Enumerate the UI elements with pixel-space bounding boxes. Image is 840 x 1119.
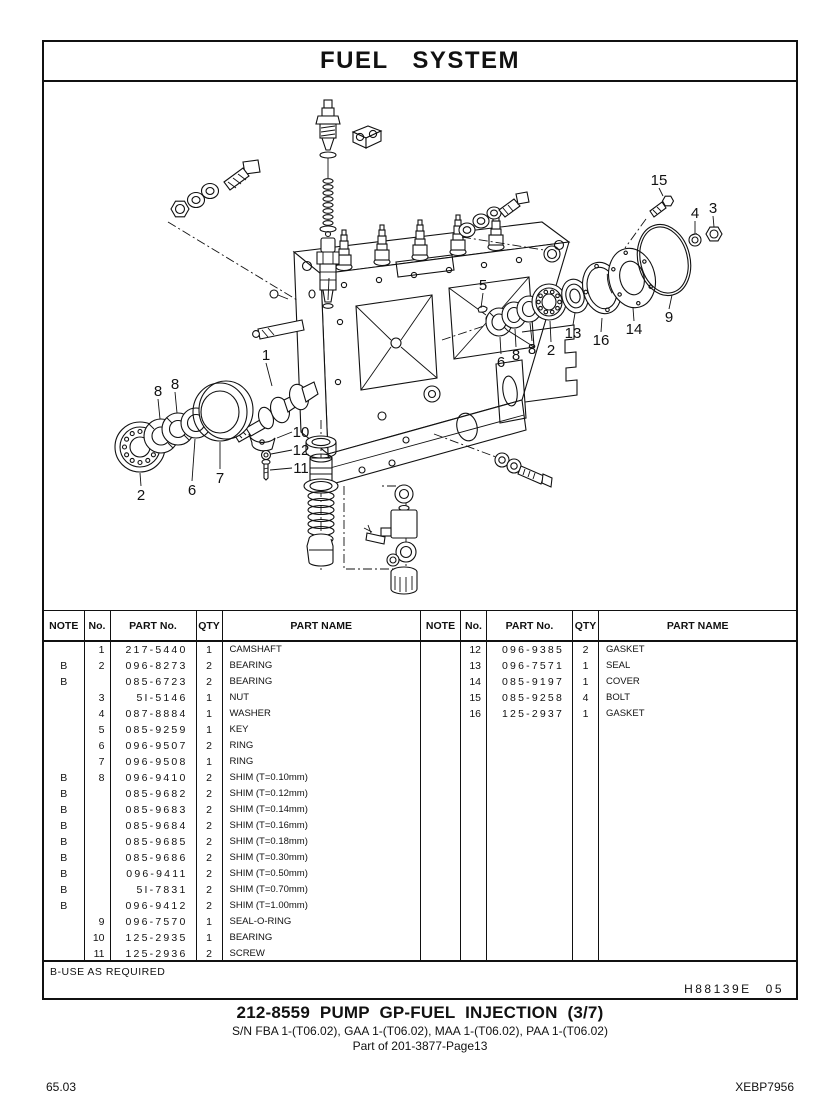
cell-part-no: 085-9684 <box>110 818 196 834</box>
cell-qty <box>573 722 599 738</box>
cell-item-no <box>461 898 487 914</box>
parts-table-section <box>44 610 796 960</box>
col-header-part-no: PART No. <box>487 611 573 641</box>
cell-part-no: 085-9258 <box>487 690 573 706</box>
cell-item-no: 4 <box>84 706 110 722</box>
cell-note <box>421 930 461 946</box>
cell-note <box>421 786 461 802</box>
cell-item-no: 14 <box>461 674 487 690</box>
col-header-no: No. <box>84 611 110 641</box>
table-row-empty <box>421 754 797 770</box>
cell-part-no: 087-8884 <box>110 706 196 722</box>
table-row-empty <box>421 914 797 930</box>
table-row <box>44 914 420 930</box>
table-row <box>44 690 420 706</box>
table-row <box>421 690 797 706</box>
cell-qty: 1 <box>196 690 222 706</box>
table-row-empty <box>421 722 797 738</box>
part-callout: 7 <box>215 470 225 487</box>
table-row <box>44 754 420 770</box>
serial-number-line: S/N FBA 1-(T06.02), GAA 1-(T06.02), MAA 1-(T06.02), PAA 1-(T06.02) <box>232 1024 608 1038</box>
banjo-fitting <box>353 126 381 148</box>
cell-qty: 2 <box>196 946 222 962</box>
lock-washer-12 <box>262 451 271 460</box>
key-5 <box>478 306 487 312</box>
cell-note <box>44 754 84 770</box>
cell-item-no <box>84 898 110 914</box>
table-row-empty <box>421 802 797 818</box>
cell-part-name: NUT <box>222 690 420 706</box>
cell-note <box>44 930 84 946</box>
cell-part-name <box>599 754 797 770</box>
cell-item-no <box>461 866 487 882</box>
cell-item-no: 2 <box>84 658 110 674</box>
part-callout: 5 <box>478 277 488 294</box>
cell-item-no <box>84 818 110 834</box>
cell-item-no <box>461 770 487 786</box>
cell-item-no <box>461 754 487 770</box>
cell-part-name: COVER <box>599 674 797 690</box>
cell-qty <box>573 770 599 786</box>
cell-part-name: WASHER <box>222 706 420 722</box>
cell-part-name: RING <box>222 754 420 770</box>
cell-qty <box>573 802 599 818</box>
part-callout: 10 <box>292 424 310 441</box>
cell-item-no <box>84 866 110 882</box>
cell-part-no <box>487 738 573 754</box>
figure-code <box>684 982 784 996</box>
cell-part-no <box>487 850 573 866</box>
cell-part-no: 085-9259 <box>110 722 196 738</box>
cell-note <box>421 802 461 818</box>
cell-part-no <box>487 722 573 738</box>
cell-part-no: 096-9411 <box>110 866 196 882</box>
cell-note <box>421 770 461 786</box>
cell-part-no: 085-9682 <box>110 786 196 802</box>
cell-item-no <box>461 738 487 754</box>
cell-qty <box>573 850 599 866</box>
cell-part-no: 096-9508 <box>110 754 196 770</box>
cell-part-no <box>487 930 573 946</box>
table-row-empty <box>421 770 797 786</box>
table-row <box>44 930 420 946</box>
cell-part-no <box>487 802 573 818</box>
cell-item-no <box>84 882 110 898</box>
cell-part-no: 085-9683 <box>110 802 196 818</box>
cell-part-name: SHIM (T=0.14mm) <box>222 802 420 818</box>
part-callout: 11 <box>293 460 309 477</box>
cell-qty: 1 <box>196 754 222 770</box>
cell-part-no <box>487 818 573 834</box>
cell-note <box>421 674 461 690</box>
cell-part-no: 217-5440 <box>110 641 196 658</box>
col-header-part-no: PART No. <box>110 611 196 641</box>
part-of-line: Part of 201-3877-Page13 <box>352 1039 488 1053</box>
cell-item-no: 8 <box>84 770 110 786</box>
cell-item-no <box>84 802 110 818</box>
cell-note <box>421 690 461 706</box>
table-row-empty <box>421 834 797 850</box>
cell-qty: 1 <box>196 706 222 722</box>
cell-note <box>421 738 461 754</box>
cell-part-no: 096-8273 <box>110 658 196 674</box>
table-row <box>44 882 420 898</box>
cell-item-no <box>84 834 110 850</box>
cell-note <box>421 850 461 866</box>
cell-part-name: SEAL-O-RING <box>222 914 420 930</box>
col-header-note: NOTE <box>44 611 84 641</box>
cell-item-no <box>84 674 110 690</box>
cell-qty: 2 <box>196 850 222 866</box>
cell-note <box>44 914 84 930</box>
cell-part-name: SEAL <box>599 658 797 674</box>
cell-qty <box>573 818 599 834</box>
bolt-15 <box>625 196 674 248</box>
cell-qty <box>573 882 599 898</box>
cell-part-name: BEARING <box>222 674 420 690</box>
cell-qty: 1 <box>573 706 599 722</box>
cell-qty <box>573 866 599 882</box>
part-callout: 9 <box>664 309 674 326</box>
cell-note <box>421 641 461 658</box>
cell-part-no: 125-2937 <box>487 706 573 722</box>
table-footnote-row <box>44 960 796 1001</box>
page-number: 65.03 <box>46 1080 77 1094</box>
cell-note: B <box>44 802 84 818</box>
cell-part-no: 096-9410 <box>110 770 196 786</box>
cell-item-no: 5 <box>84 722 110 738</box>
cell-part-name <box>599 930 797 946</box>
header-row <box>421 611 797 641</box>
table-row <box>421 658 797 674</box>
cell-part-no <box>487 786 573 802</box>
cell-qty: 1 <box>196 930 222 946</box>
cell-note <box>421 658 461 674</box>
cell-part-name: BEARING <box>222 930 420 946</box>
exploded-diagram <box>44 82 796 610</box>
cell-part-no: 5I-5146 <box>110 690 196 706</box>
table-row <box>44 674 420 690</box>
cell-qty: 2 <box>573 641 599 658</box>
part-callout: 8 <box>170 376 180 393</box>
cell-note <box>44 722 84 738</box>
cell-part-name <box>599 834 797 850</box>
cell-qty <box>573 930 599 946</box>
bearing-half-shell <box>249 434 275 451</box>
part-callout: 13 <box>564 325 582 342</box>
part-callout: 15 <box>650 172 668 189</box>
bearing-shim-stack-left <box>115 381 253 472</box>
cell-part-no: 5I-7831 <box>110 882 196 898</box>
table-row-empty <box>421 786 797 802</box>
cell-note: B <box>44 818 84 834</box>
cell-note: B <box>44 770 84 786</box>
cell-part-name: CAMSHAFT <box>222 641 420 658</box>
cell-qty: 2 <box>196 674 222 690</box>
cell-item-no <box>461 786 487 802</box>
cell-part-no <box>487 834 573 850</box>
content-frame <box>42 40 798 1000</box>
cell-qty <box>573 914 599 930</box>
cell-note <box>44 738 84 754</box>
col-header-qty: QTY <box>573 611 599 641</box>
cell-qty: 2 <box>196 658 222 674</box>
cell-item-no <box>461 930 487 946</box>
cell-qty <box>573 738 599 754</box>
cell-qty: 4 <box>573 690 599 706</box>
cell-part-name <box>599 818 797 834</box>
part-callout: 14 <box>625 321 643 338</box>
cell-item-no <box>461 722 487 738</box>
part-callout: 3 <box>708 200 718 217</box>
table-row <box>44 738 420 754</box>
cell-part-no: 096-9412 <box>110 898 196 914</box>
cell-part-name <box>599 914 797 930</box>
cell-qty: 1 <box>196 722 222 738</box>
part-callout: 6 <box>187 482 197 499</box>
parts-table-right <box>420 611 797 962</box>
cell-qty: 1 <box>196 914 222 930</box>
cell-note <box>44 706 84 722</box>
cell-note <box>421 818 461 834</box>
table-row <box>44 641 420 658</box>
cell-part-name: SHIM (T=0.50mm) <box>222 866 420 882</box>
table-row <box>44 706 420 722</box>
cell-part-name: SHIM (T=0.30mm) <box>222 850 420 866</box>
cell-part-name: GASKET <box>599 641 797 658</box>
col-header-name: PART NAME <box>222 611 420 641</box>
table-row <box>44 898 420 914</box>
cell-part-name <box>599 802 797 818</box>
cell-part-name: SHIM (T=1.00mm) <box>222 898 420 914</box>
cell-note <box>421 882 461 898</box>
cell-note: B <box>44 882 84 898</box>
cell-qty: 2 <box>196 770 222 786</box>
cell-item-no <box>461 818 487 834</box>
table-row <box>44 866 420 882</box>
cell-note: B <box>44 786 84 802</box>
table-row-empty <box>421 930 797 946</box>
nut-3 <box>706 227 722 241</box>
cell-note <box>421 866 461 882</box>
part-callout: 16 <box>592 332 610 349</box>
table-row <box>44 658 420 674</box>
table-row-empty <box>421 738 797 754</box>
header-row <box>44 611 420 641</box>
cell-qty: 2 <box>196 818 222 834</box>
cell-part-no: 085-9685 <box>110 834 196 850</box>
cell-qty: 2 <box>196 866 222 882</box>
cell-qty <box>573 834 599 850</box>
cell-note: B <box>44 674 84 690</box>
cell-qty: 2 <box>196 786 222 802</box>
table-row <box>44 770 420 786</box>
cell-part-no <box>487 770 573 786</box>
cell-item-no <box>461 914 487 930</box>
cell-qty: 2 <box>196 882 222 898</box>
col-header-name: PART NAME <box>599 611 797 641</box>
part-callout: 8 <box>153 383 163 400</box>
cell-qty: 1 <box>196 641 222 658</box>
table-row <box>421 706 797 722</box>
bolt-washer-assembly-left <box>168 160 297 300</box>
cell-note <box>421 706 461 722</box>
cell-part-name: SHIM (T=0.16mm) <box>222 818 420 834</box>
cell-qty: 2 <box>196 834 222 850</box>
cell-part-name <box>599 866 797 882</box>
table-row <box>421 641 797 658</box>
cell-part-no <box>487 866 573 882</box>
table-row <box>44 722 420 738</box>
cell-item-no: 10 <box>84 930 110 946</box>
cell-part-name <box>599 770 797 786</box>
cell-item-no: 1 <box>84 641 110 658</box>
cell-part-no: 085-6723 <box>110 674 196 690</box>
cell-note: B <box>44 834 84 850</box>
cell-part-no: 125-2935 <box>110 930 196 946</box>
cell-item-no: 12 <box>461 641 487 658</box>
cell-item-no: 7 <box>84 754 110 770</box>
table-row <box>44 802 420 818</box>
parts-table-left <box>44 611 420 962</box>
cell-part-name <box>599 738 797 754</box>
cell-part-no <box>487 898 573 914</box>
cell-qty: 2 <box>196 738 222 754</box>
cell-part-no: 096-7571 <box>487 658 573 674</box>
cell-note <box>421 754 461 770</box>
part-callout: 8 <box>511 347 521 364</box>
cell-part-name: SHIM (T=0.18mm) <box>222 834 420 850</box>
cell-item-no: 6 <box>84 738 110 754</box>
cell-part-no: 096-9507 <box>110 738 196 754</box>
cell-item-no: 13 <box>461 658 487 674</box>
cell-item-no <box>84 786 110 802</box>
col-header-note: NOTE <box>421 611 461 641</box>
cell-part-name: KEY <box>222 722 420 738</box>
cell-qty <box>573 898 599 914</box>
table-row-empty <box>421 866 797 882</box>
cell-part-no <box>487 754 573 770</box>
cell-part-name: BOLT <box>599 690 797 706</box>
table-row <box>421 674 797 690</box>
cell-qty: 2 <box>196 898 222 914</box>
cell-part-name: GASKET <box>599 706 797 722</box>
use-as-required-note: B-USE AS REQUIRED <box>50 966 166 978</box>
cell-part-no: 085-9686 <box>110 850 196 866</box>
cell-note: B <box>44 658 84 674</box>
cell-part-no: 125-2936 <box>110 946 196 962</box>
cell-part-no <box>487 914 573 930</box>
washer-4 <box>689 234 701 247</box>
table-row-empty <box>421 898 797 914</box>
part-callout: 8 <box>527 341 537 358</box>
cell-qty: 2 <box>196 802 222 818</box>
screw-11 <box>262 460 270 480</box>
part-callout: 2 <box>546 342 556 359</box>
table-row-empty <box>421 882 797 898</box>
cell-part-name: SHIM (T=0.12mm) <box>222 786 420 802</box>
cell-note <box>421 834 461 850</box>
col-header-no: No. <box>461 611 487 641</box>
cell-note <box>421 898 461 914</box>
cell-item-no <box>461 802 487 818</box>
cell-item-no: 16 <box>461 706 487 722</box>
page-title: FUEL SYSTEM <box>44 42 796 82</box>
cell-part-name: SCREW <box>222 946 420 962</box>
part-callout: 4 <box>690 205 700 222</box>
cell-item-no <box>461 882 487 898</box>
cell-part-no: 096-9385 <box>487 641 573 658</box>
part-callout: 12 <box>292 442 310 459</box>
cell-note <box>44 641 84 658</box>
cell-part-name <box>599 882 797 898</box>
cell-note: B <box>44 898 84 914</box>
cell-item-no: 15 <box>461 690 487 706</box>
part-callout: 2 <box>136 487 146 504</box>
cell-part-name <box>599 786 797 802</box>
table-row <box>44 834 420 850</box>
delivery-valve-assembly <box>344 485 417 594</box>
cell-note: B <box>44 866 84 882</box>
cell-note <box>421 722 461 738</box>
cell-part-name <box>599 850 797 866</box>
table-row-empty <box>421 850 797 866</box>
cell-note <box>421 914 461 930</box>
page-caption <box>0 1003 840 1053</box>
cell-qty <box>573 786 599 802</box>
cell-qty: 1 <box>573 674 599 690</box>
cell-part-name: BEARING <box>222 658 420 674</box>
assembly-title: 212-8559 PUMP GP-FUEL INJECTION (3/7) <box>236 1003 604 1022</box>
figure-sheet-number: 05 <box>765 982 784 996</box>
cell-part-name <box>599 898 797 914</box>
cell-part-no: 096-7570 <box>110 914 196 930</box>
cell-item-no <box>461 834 487 850</box>
part-callout: 1 <box>261 347 271 364</box>
cell-qty <box>573 754 599 770</box>
cell-item-no: 11 <box>84 946 110 962</box>
cell-note: B <box>44 850 84 866</box>
cell-item-no: 3 <box>84 690 110 706</box>
cell-part-name <box>599 722 797 738</box>
cell-part-name: SHIM (T=0.70mm) <box>222 882 420 898</box>
table-row <box>44 850 420 866</box>
cell-note <box>44 690 84 706</box>
table-row <box>44 818 420 834</box>
part-callout: 6 <box>496 354 506 371</box>
cell-part-name: SHIM (T=0.10mm) <box>222 770 420 786</box>
table-row-empty <box>421 818 797 834</box>
cell-part-no <box>487 882 573 898</box>
figure-code-value: H88139E <box>684 982 752 996</box>
cell-item-no <box>84 850 110 866</box>
table-row <box>44 786 420 802</box>
cell-item-no <box>461 850 487 866</box>
cell-part-name: RING <box>222 738 420 754</box>
cell-qty: 1 <box>573 658 599 674</box>
document-code: XEBP7956 <box>735 1080 794 1094</box>
cell-item-no: 9 <box>84 914 110 930</box>
col-header-qty: QTY <box>196 611 222 641</box>
cell-part-no: 085-9197 <box>487 674 573 690</box>
